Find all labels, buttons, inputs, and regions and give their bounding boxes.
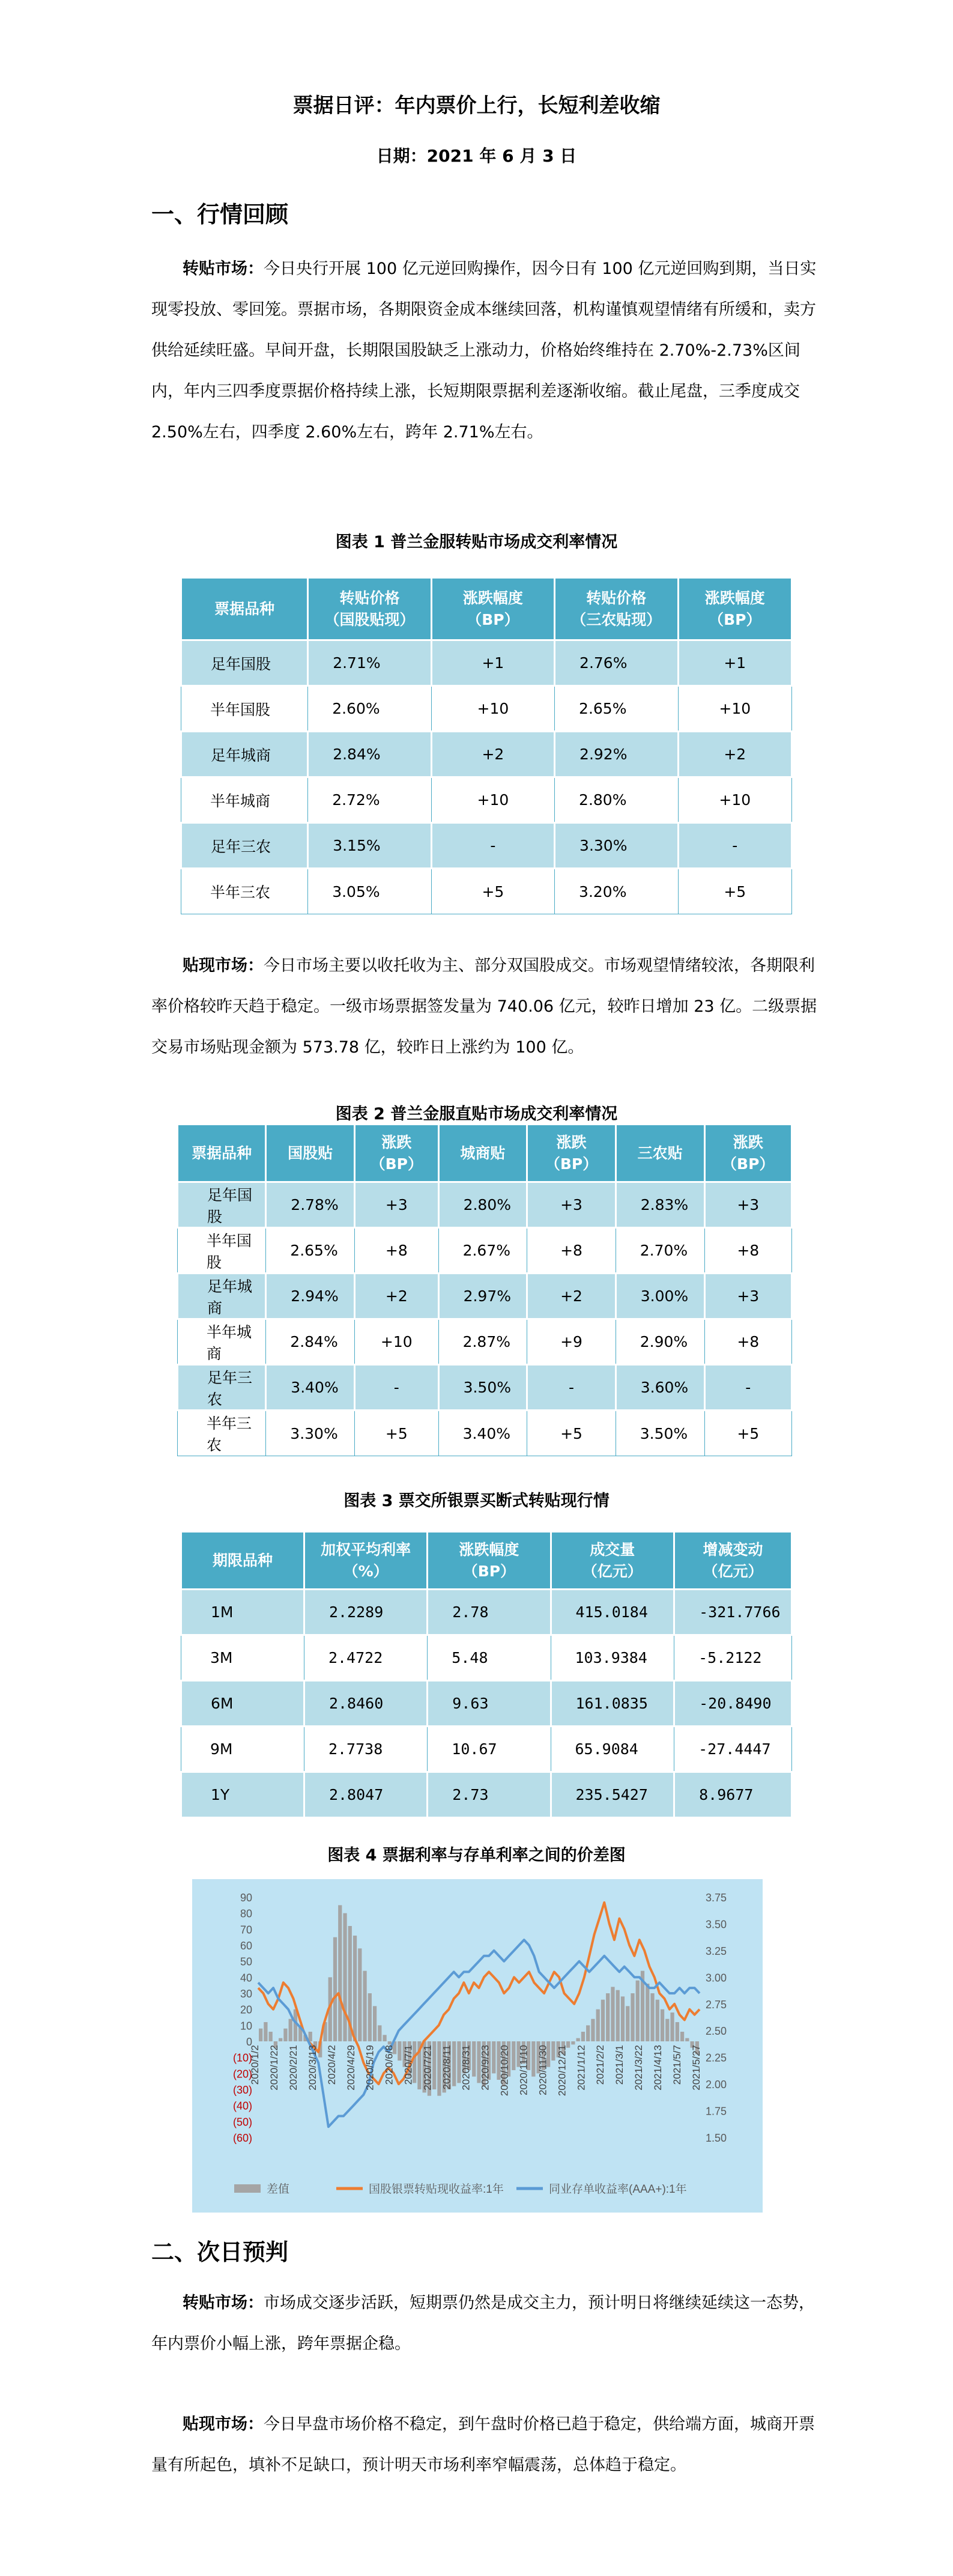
header-line: （三农贴现） xyxy=(571,610,662,628)
x-axis-tick-label: 2020/4/29 xyxy=(345,2045,357,2091)
table-cell: - xyxy=(678,823,791,869)
table-cell: +10 xyxy=(355,1319,439,1365)
table-cell: 2.73 xyxy=(428,1772,551,1818)
paragraph-zhuantie-review xyxy=(151,249,830,453)
x-axis-tick-label: 2020/12/21 xyxy=(556,2045,568,2097)
left-axis-tick-label: (20) xyxy=(232,2068,252,2080)
x-axis-tick-label: 2020/7/1 xyxy=(402,2045,414,2085)
bar-spread xyxy=(661,2009,664,2041)
table-cell: 2.7738 xyxy=(304,1727,427,1772)
figure-caption-2: 图表 2 普兰金服直贴市场成交利率情况 xyxy=(335,1105,618,1123)
bar-spread xyxy=(670,2012,674,2041)
table-cell: +2 xyxy=(527,1274,616,1319)
table-row xyxy=(178,1228,792,1274)
table-cell: -5.2122 xyxy=(674,1635,792,1681)
left-axis-tick-label: 30 xyxy=(240,1988,252,2000)
table-header-cell xyxy=(678,578,791,640)
left-axis-tick-label: 60 xyxy=(240,1940,252,1952)
table-cell: +5 xyxy=(355,1411,439,1456)
table-cell: 9.63 xyxy=(428,1681,551,1727)
table-header-cell xyxy=(431,578,554,640)
bar-spread xyxy=(363,1971,366,2041)
table-header-cell xyxy=(551,1532,674,1590)
table-row xyxy=(181,777,792,823)
table-cell: +1 xyxy=(678,640,791,686)
x-axis-tick-label: 2020/10/20 xyxy=(498,2045,510,2097)
table-cell: 2.97% xyxy=(438,1274,527,1319)
table-cell: +5 xyxy=(678,869,791,914)
table-row xyxy=(181,1727,792,1772)
legend-label: 差值 xyxy=(267,2183,290,2196)
table-cell: 235.5427 xyxy=(551,1772,674,1818)
table-exchange-rates xyxy=(180,1531,793,1818)
bar-spread xyxy=(368,1993,372,2041)
table-cell: 2.87% xyxy=(438,1319,527,1365)
x-axis-tick-label: 2021/3/22 xyxy=(633,2045,645,2091)
table-cell: +10 xyxy=(431,686,554,732)
table-cell: 3.40% xyxy=(438,1411,527,1456)
bar-spread xyxy=(616,1990,620,2041)
header-line: （亿元） xyxy=(703,1562,763,1580)
right-axis-tick-label: 1.75 xyxy=(706,2105,727,2118)
x-axis-tick-label: 2021/3/1 xyxy=(614,2045,626,2085)
table-cell: - xyxy=(527,1365,616,1411)
table-cell: 2.2289 xyxy=(304,1590,427,1635)
table-header-cell xyxy=(428,1532,551,1590)
table-row xyxy=(178,1319,792,1365)
right-axis-tick-label: 2.00 xyxy=(706,2079,727,2091)
table-header-cell xyxy=(555,578,679,640)
table-cell: 2.67% xyxy=(438,1228,527,1274)
bar-spread xyxy=(338,1905,342,2041)
bar-spread xyxy=(472,2041,476,2077)
table-header-row xyxy=(178,1125,792,1182)
table-cell: 103.9384 xyxy=(551,1635,674,1681)
header-line: 票据品种 xyxy=(214,600,275,618)
table-cell: 3.60% xyxy=(616,1365,704,1411)
header-line: 城商贴 xyxy=(460,1144,506,1162)
bar-spread xyxy=(452,2041,456,2086)
x-axis-tick-label: 2020/1/22 xyxy=(268,2045,280,2091)
table-cell: +5 xyxy=(527,1411,616,1456)
table-cell: 3.30% xyxy=(555,823,679,869)
table-header-cell xyxy=(616,1125,704,1182)
table-header-cell xyxy=(266,1125,355,1182)
table-cell: 2.8460 xyxy=(304,1681,427,1727)
legend-label: 同业存单收益率(AAA+):1年 xyxy=(549,2183,687,2196)
table-cell: 2.94% xyxy=(266,1274,355,1319)
table-cell: +3 xyxy=(704,1274,792,1319)
table-cell: 半年三农 xyxy=(181,869,308,914)
header-line: 票据品种 xyxy=(192,1144,252,1162)
table-cell: +5 xyxy=(431,869,554,914)
table-cell: 半年国股 xyxy=(178,1228,266,1274)
left-axis-tick-label: (60) xyxy=(232,2132,252,2144)
bar-spread xyxy=(269,2032,273,2041)
doc-date: 日期：2021 年 6 月 3 日 xyxy=(376,146,577,166)
paragraph-lead: 转贴市场： xyxy=(183,260,264,278)
bar-spread xyxy=(264,2022,267,2041)
table-cell: 半年国股 xyxy=(181,686,308,732)
table-cell: 3.20% xyxy=(555,869,679,914)
left-axis-tick-label: (10) xyxy=(232,2052,252,2064)
header-line: 期限品种 xyxy=(212,1551,273,1569)
table-cell: 2.92% xyxy=(555,732,679,777)
bar-spread xyxy=(576,2038,580,2041)
bar-spread xyxy=(398,2041,401,2061)
table-cell: +3 xyxy=(704,1182,792,1228)
bar-spread xyxy=(571,2041,575,2044)
table-header-cell xyxy=(181,578,308,640)
table-row xyxy=(181,823,792,869)
table-cell: 2.8047 xyxy=(304,1772,427,1818)
bar-spread xyxy=(373,2006,377,2041)
table-cell: - xyxy=(431,823,554,869)
table-cell: +8 xyxy=(527,1228,616,1274)
x-axis-tick-label: 2020/8/11 xyxy=(441,2045,453,2090)
table-cell: +8 xyxy=(355,1228,439,1274)
table-row xyxy=(178,1365,792,1411)
table-cell: 161.0835 xyxy=(551,1681,674,1727)
table-header-cell xyxy=(704,1125,792,1182)
bar-spread xyxy=(601,2000,605,2041)
table-cell: 5.48 xyxy=(428,1635,551,1681)
bar-spread xyxy=(581,2032,585,2041)
bar-spread xyxy=(650,1993,654,2041)
bar-spread xyxy=(656,2000,659,2041)
bar-spread xyxy=(531,2041,535,2077)
table-cell: 足年三农 xyxy=(181,823,308,869)
table-row xyxy=(178,1274,792,1319)
bar-spread xyxy=(492,2041,495,2073)
bar-spread xyxy=(636,1981,640,2041)
table-cell: -321.7766 xyxy=(674,1590,792,1635)
x-axis-tick-label: 2020/8/31 xyxy=(460,2045,472,2091)
table-cell: 2.76% xyxy=(555,640,679,686)
table-zhitie-rates xyxy=(177,1123,793,1456)
spread-chart-svg xyxy=(192,1879,763,2213)
header-line: 涨跌 xyxy=(556,1133,587,1151)
section-heading-review: 一、行情回顾 xyxy=(151,201,289,228)
legend-swatch xyxy=(234,2184,261,2193)
legend-label: 国股银票转贴现收益率:1年 xyxy=(369,2183,504,2196)
left-axis-tick-label: 90 xyxy=(240,1892,252,1904)
table-header-cell xyxy=(438,1125,527,1182)
bar-spread xyxy=(626,2006,629,2041)
header-line: 涨跌幅度 xyxy=(462,589,523,607)
header-line: （BP） xyxy=(722,1155,775,1173)
x-axis-tick-label: 2021/4/13 xyxy=(652,2045,664,2091)
table-cell: 3.40% xyxy=(266,1365,355,1411)
header-line: 加权平均利率 xyxy=(321,1540,411,1558)
figure-caption-1: 图表 1 普兰金服转贴市场成交利率情况 xyxy=(335,533,618,551)
table-cell: 1M xyxy=(181,1590,304,1635)
table-cell: 2.78 xyxy=(428,1590,551,1635)
table-header-cell xyxy=(674,1532,792,1590)
table-cell: 2.90% xyxy=(616,1319,704,1365)
header-line: 三农贴 xyxy=(637,1144,683,1162)
table-header-cell xyxy=(527,1125,616,1182)
table-cell: +1 xyxy=(431,640,554,686)
right-axis-tick-label: 2.50 xyxy=(706,2025,727,2038)
table-row xyxy=(181,1772,792,1818)
bar-spread xyxy=(383,2035,386,2041)
table-cell: +2 xyxy=(431,732,554,777)
left-axis-tick-label: 50 xyxy=(240,1955,252,1968)
table-cell: 3.50% xyxy=(438,1365,527,1411)
bar-spread xyxy=(586,2025,590,2041)
x-axis-tick-label: 2021/5/7 xyxy=(671,2045,683,2085)
table-row xyxy=(178,1182,792,1228)
table-cell: 足年城商 xyxy=(178,1274,266,1319)
table-cell: +2 xyxy=(678,732,791,777)
table-cell: +8 xyxy=(704,1228,792,1274)
figure-caption-3: 图表 3 票交所银票买断式转贴现行情 xyxy=(343,1492,610,1510)
table-cell: +10 xyxy=(431,777,554,823)
header-line: 增减变动 xyxy=(703,1540,763,1558)
table-cell: 2.65% xyxy=(555,686,679,732)
table-cell: 8.9677 xyxy=(674,1772,792,1818)
bar-spread xyxy=(596,2009,600,2041)
table-cell: 2.84% xyxy=(308,732,432,777)
table-row xyxy=(181,686,792,732)
left-axis-tick-label: (40) xyxy=(232,2100,252,2112)
bar-spread xyxy=(611,1987,614,2041)
header-line: （BP） xyxy=(545,1155,598,1173)
left-axis-tick-label: (50) xyxy=(232,2116,252,2128)
bar-spread xyxy=(591,2019,594,2041)
right-axis-tick-label: 3.00 xyxy=(706,1972,727,1984)
header-line: （BP） xyxy=(709,610,761,628)
bar-spread xyxy=(685,2038,689,2041)
bar-spread xyxy=(358,1948,362,2041)
x-axis-tick-label: 2021/1/12 xyxy=(575,2045,587,2091)
bar-spread xyxy=(378,2025,381,2041)
table-header-cell xyxy=(355,1125,439,1182)
bar-spread xyxy=(551,2041,555,2061)
table-cell: 2.84% xyxy=(266,1319,355,1365)
table-header-cell xyxy=(304,1532,427,1590)
paragraph-text: 今日央行开展 100 亿元逆回购操作，因今日有 100 亿元逆回购到期，当日实现零投放、零回笼。票据市场，各期限资金成本继续回落，机构谨慎观望情绪有所缓和，卖方供给延续旺盛。早间开盘，长期限国股缺乏上涨动力，价格始终维持在 2.70%-2.73%区间内，年内三四季度票据价格持续上涨，长短期限票据利差逐渐收缩。截止尾盘，三季度成交 2.50%左右，四季度 2.60%左右，跨年 2.71%左右。 xyxy=(151,260,817,442)
table-cell: 65.9084 xyxy=(551,1727,674,1772)
header-line: 涨跌 xyxy=(733,1133,763,1151)
section-heading-forecast: 二、次日预判 xyxy=(151,2239,289,2265)
table-cell: - xyxy=(355,1365,439,1411)
table-cell: 3.30% xyxy=(266,1411,355,1456)
x-axis-tick-label: 2020/2/21 xyxy=(287,2045,299,2091)
table-header-cell xyxy=(181,1532,304,1590)
table-cell: 3.15% xyxy=(308,823,432,869)
bar-spread xyxy=(333,1937,337,2041)
table-cell: 6M xyxy=(181,1681,304,1727)
left-axis-tick-label: 40 xyxy=(240,1972,252,1984)
table-cell: +10 xyxy=(678,686,791,732)
header-line: （BP） xyxy=(462,1562,516,1580)
bar-spread xyxy=(388,2041,392,2044)
table-row xyxy=(181,869,792,914)
table-cell: - xyxy=(704,1365,792,1411)
right-axis-tick-label: 2.25 xyxy=(706,2052,727,2064)
table-header-row xyxy=(181,578,792,640)
table-cell: 足年城商 xyxy=(181,732,308,777)
table-row xyxy=(178,1411,792,1456)
table-cell: +2 xyxy=(355,1274,439,1319)
x-axis-tick-label: 2021/5/27 xyxy=(691,2045,702,2091)
bar-spread xyxy=(512,2041,515,2070)
table-cell: 2.4722 xyxy=(304,1635,427,1681)
bar-spread xyxy=(680,2032,684,2041)
header-line: 涨跌 xyxy=(381,1133,412,1151)
header-line: 转贴价格 xyxy=(339,589,400,607)
table-cell: 2.70% xyxy=(616,1228,704,1274)
x-axis-tick-label: 2021/2/2 xyxy=(594,2045,607,2085)
bar-spread xyxy=(621,1996,625,2041)
table-cell: 2.80% xyxy=(555,777,679,823)
table-cell: 半年三农 xyxy=(178,1411,266,1456)
x-axis-tick-label: 2020/1/2 xyxy=(249,2045,261,2085)
table-row xyxy=(181,732,792,777)
header-line: （%） xyxy=(343,1562,389,1580)
left-axis-tick-label: 10 xyxy=(240,2020,252,2032)
figure-caption-4: 图表 4 票据利率与存单利率之间的价差图 xyxy=(327,1846,626,1865)
table-zhuantie-rates xyxy=(180,577,793,914)
table-row xyxy=(181,1590,792,1635)
right-axis-tick-label: 3.50 xyxy=(706,1918,727,1931)
paragraph-tiexian-forecast xyxy=(151,2404,830,2486)
table-cell: 1Y xyxy=(181,1772,304,1818)
x-axis-tick-label: 2020/11/30 xyxy=(537,2045,549,2095)
paragraph-text: 今日市场主要以收托收为主、部分双国股成交。市场观望情绪较浓，各期限利率价格较昨天趋于稳定。一级市场票据签发量为 740.06 亿元，较昨日增加 23 亿。二级票据交易市场贴现金额为 573.78 亿，较昨日上涨约为 100 亿。 xyxy=(151,956,817,1057)
table-cell: -27.4447 xyxy=(674,1727,792,1772)
x-axis-tick-label: 2020/11/10 xyxy=(518,2045,530,2095)
bar-spread xyxy=(279,2038,282,2041)
table-cell: +3 xyxy=(355,1182,439,1228)
paragraph-text: 市场成交逐步活跃，短期票仍然是成交主力，预计明日将继续延续这一态势，年内票价小幅上涨，跨年票据企稳。 xyxy=(151,2294,815,2353)
spread-chart xyxy=(192,1879,763,2213)
table-header-cell xyxy=(178,1125,266,1182)
header-line: 涨跌幅度 xyxy=(459,1540,519,1558)
table-row xyxy=(181,1635,792,1681)
paragraph-lead: 贴现市场： xyxy=(183,2415,264,2434)
paragraph-text: 今日早盘市场价格不稳定，到午盘时价格已趋于稳定，供给端方面，城商开票量有所起色，填补不足缺口，预计明天市场利率窄幅震荡，总体趋于稳定。 xyxy=(151,2415,815,2474)
bar-spread xyxy=(631,1993,634,2041)
table-cell: 3.50% xyxy=(616,1411,704,1456)
header-line: （国股贴现） xyxy=(324,610,415,628)
table-cell: 足年国股 xyxy=(181,640,308,686)
table-cell: +3 xyxy=(527,1182,616,1228)
bar-spread xyxy=(646,1984,649,2041)
header-line: 转贴价格 xyxy=(586,589,647,607)
table-cell: 415.0184 xyxy=(551,1590,674,1635)
x-axis-tick-label: 2020/7/21 xyxy=(422,2045,434,2091)
x-axis-tick-label: 2020/4/2 xyxy=(325,2045,337,2085)
right-axis-tick-label: 1.50 xyxy=(706,2132,727,2144)
bar-spread xyxy=(289,2019,292,2041)
table-cell: 9M xyxy=(181,1727,304,1772)
doc-title: 票据日评：年内票价上行，长短利差收缩 xyxy=(292,94,661,118)
bar-spread xyxy=(283,2029,287,2041)
table-header-row xyxy=(181,1532,792,1590)
table-cell: 半年城商 xyxy=(178,1319,266,1365)
table-cell: 3.00% xyxy=(616,1274,704,1319)
table-cell: -20.8490 xyxy=(674,1681,792,1727)
x-axis-tick-label: 2020/6/8 xyxy=(383,2045,395,2085)
table-cell: 3M xyxy=(181,1635,304,1681)
paragraph-zhuantie-forecast xyxy=(151,2283,830,2365)
table-cell: 10.67 xyxy=(428,1727,551,1772)
table-cell: 2.71% xyxy=(308,640,432,686)
header-line: 涨跌幅度 xyxy=(704,589,765,607)
bar-spread xyxy=(343,1913,346,2041)
table-cell: 2.72% xyxy=(308,777,432,823)
bar-spread xyxy=(606,1993,610,2041)
bar-spread xyxy=(259,2029,262,2041)
bar-spread xyxy=(665,2019,669,2041)
right-axis-tick-label: 3.25 xyxy=(706,1945,727,1957)
x-axis-tick-label: 2020/9/23 xyxy=(479,2045,491,2091)
header-line: 国股贴 xyxy=(288,1144,333,1162)
right-axis-tick-label: 3.75 xyxy=(706,1892,727,1904)
table-row xyxy=(181,640,792,686)
left-axis-tick-label: (30) xyxy=(232,2084,252,2096)
table-cell: 2.78% xyxy=(266,1182,355,1228)
table-cell: 2.65% xyxy=(266,1228,355,1274)
table-cell: 2.60% xyxy=(308,686,432,732)
header-line: （亿元） xyxy=(582,1562,643,1580)
left-axis-tick-label: 0 xyxy=(246,2036,252,2048)
table-cell: 足年三农 xyxy=(178,1365,266,1411)
table-cell: 3.05% xyxy=(308,869,432,914)
paragraph-lead: 贴现市场： xyxy=(183,956,264,975)
x-axis-tick-label: 2020/5/19 xyxy=(364,2045,376,2091)
table-cell: +8 xyxy=(704,1319,792,1365)
bar-spread xyxy=(676,2022,679,2041)
paragraph-lead: 转贴市场： xyxy=(183,2294,264,2312)
right-axis-tick-label: 2.75 xyxy=(706,1998,727,2011)
table-cell: 半年城商 xyxy=(181,777,308,823)
bar-spread xyxy=(353,1936,357,2041)
table-cell: +5 xyxy=(704,1411,792,1456)
left-axis-tick-label: 20 xyxy=(240,2003,252,2016)
left-axis-tick-label: 80 xyxy=(240,1907,252,1920)
table-cell: +10 xyxy=(678,777,791,823)
paragraph-tiexian-review xyxy=(151,946,830,1068)
x-axis-tick-label: 2020/3/13 xyxy=(306,2045,318,2091)
table-cell: 足年国股 xyxy=(178,1182,266,1228)
header-line: （BP） xyxy=(467,610,519,628)
table-row xyxy=(181,1681,792,1727)
table-header-cell xyxy=(308,578,432,640)
header-line: （BP） xyxy=(370,1155,423,1173)
left-axis-tick-label: 70 xyxy=(240,1924,252,1936)
header-line: 成交量 xyxy=(590,1540,635,1558)
table-cell: +9 xyxy=(527,1319,616,1365)
table-cell: 2.83% xyxy=(616,1182,704,1228)
table-cell: 2.80% xyxy=(438,1182,527,1228)
